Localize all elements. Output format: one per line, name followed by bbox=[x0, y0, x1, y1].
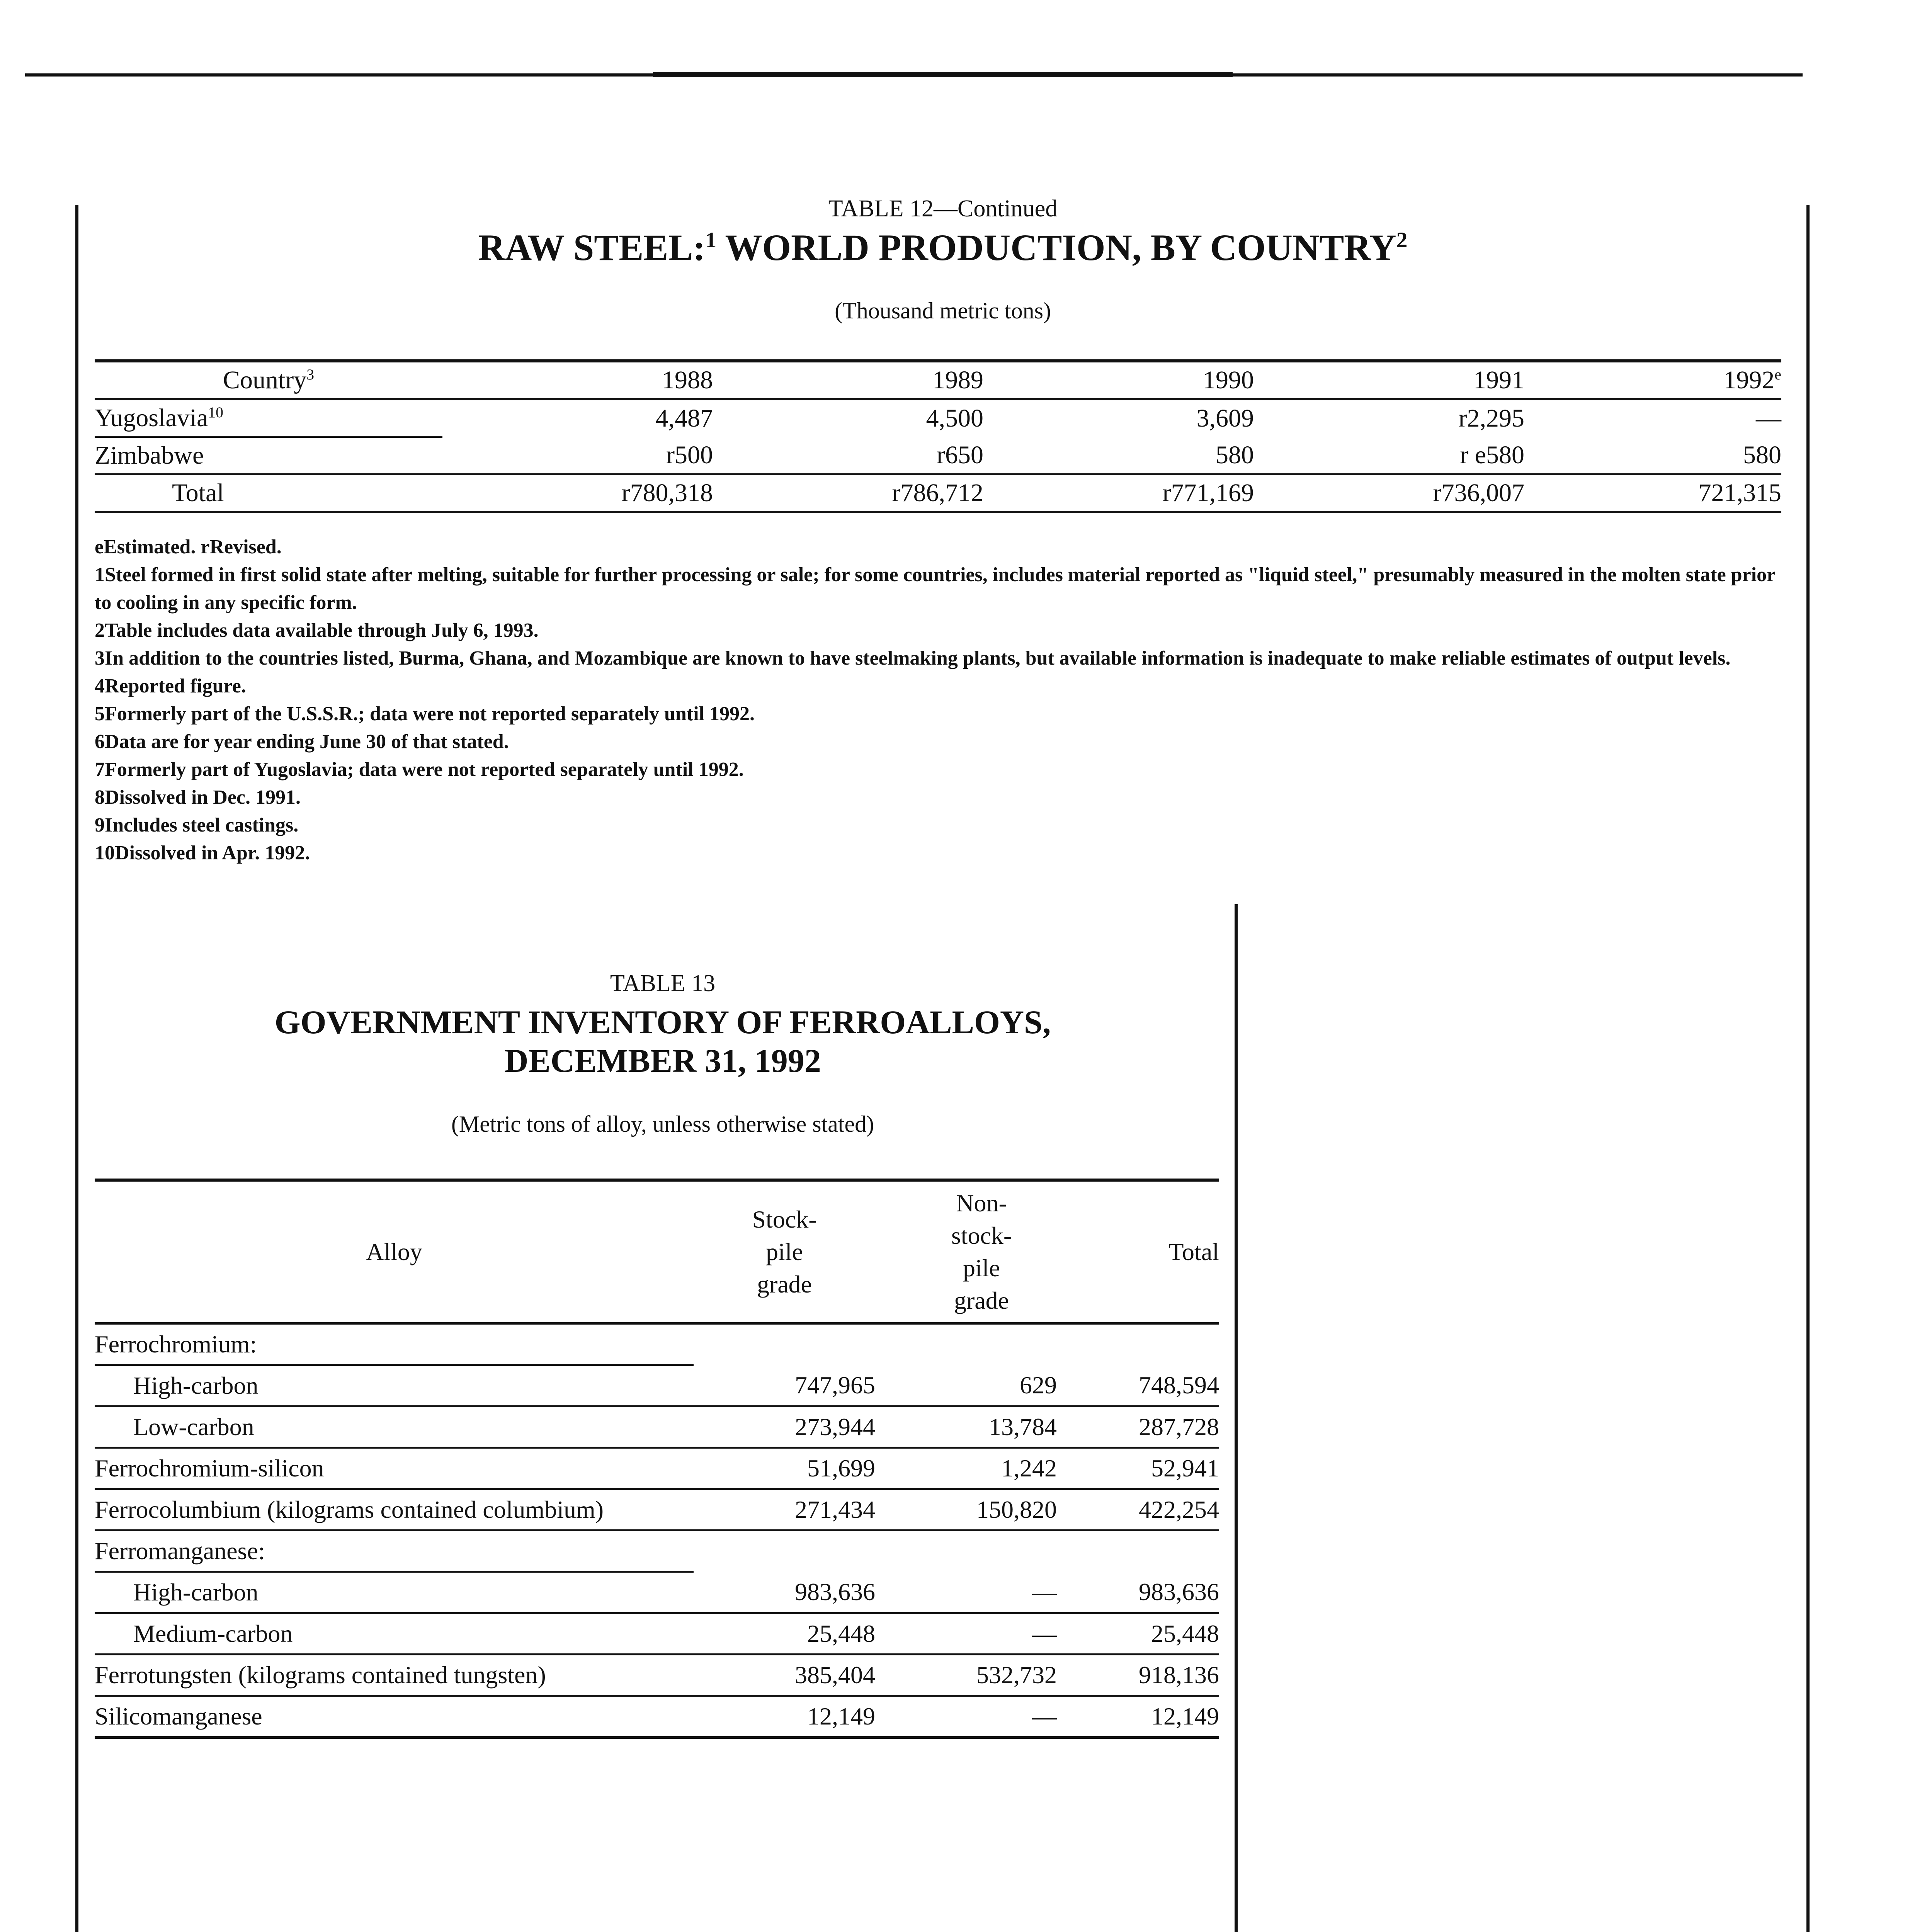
table13-title: GOVERNMENT INVENTORY OF FERROALLOYS, DECEMBER 31, 1992 bbox=[274, 1003, 1051, 1079]
country-cell: Zimbabwe bbox=[95, 437, 442, 474]
footnote: 4Reported figure. bbox=[95, 675, 246, 697]
top-rule-accent bbox=[653, 72, 1233, 77]
country-cell: Yugoslavia$^{10}$ bbox=[95, 399, 442, 437]
footnote: 8Dissolved in Dec. 1991. bbox=[95, 786, 301, 808]
table13 bbox=[95, 1179, 1219, 1739]
alloy-cell: Medium-carbon bbox=[95, 1613, 694, 1655]
table12-footnotes bbox=[95, 533, 1781, 867]
value-cell: r786,712 bbox=[713, 474, 983, 512]
nonstockpile-cell: 1,242 bbox=[875, 1448, 1057, 1489]
col-1990: 1990 bbox=[983, 361, 1254, 399]
total-cell bbox=[1057, 1531, 1219, 1572]
value-cell: 580 bbox=[983, 437, 1254, 474]
footnote: 2Table includes data available through July 6, 1993. bbox=[95, 619, 539, 641]
right-margin-line bbox=[1806, 205, 1810, 1932]
table-row-total bbox=[95, 474, 1781, 512]
stockpile-cell: 25,448 bbox=[694, 1613, 875, 1655]
table-row bbox=[95, 1489, 1219, 1531]
table12 bbox=[95, 359, 1781, 513]
table-row bbox=[95, 1365, 1219, 1406]
col-1991: 1991 bbox=[1254, 361, 1524, 399]
total-cell: 918,136 bbox=[1057, 1655, 1219, 1696]
stockpile-cell: 273,944 bbox=[694, 1406, 875, 1448]
stockpile-cell: 747,965 bbox=[694, 1365, 875, 1406]
nonstockpile-cell bbox=[875, 1323, 1057, 1365]
stockpile-cell: 12,149 bbox=[694, 1696, 875, 1738]
footnote: 3In addition to the countries listed, Burma, Ghana, and Mozambique are known to have steelmaking plants, but available information is inadequate to make reliable estimates of output levels. bbox=[95, 647, 1731, 669]
alloy-cell: Ferrocolumbium (kilograms contained columbium) bbox=[95, 1489, 694, 1531]
stockpile-cell: 385,404 bbox=[694, 1655, 875, 1696]
table12-header-row bbox=[95, 361, 1781, 399]
col-country: Country$^3$ bbox=[95, 361, 442, 399]
col-total: Total bbox=[1057, 1180, 1219, 1323]
alloy-cell: Silicomanganese bbox=[95, 1696, 694, 1738]
table-row bbox=[95, 1406, 1219, 1448]
alloy-cell: Ferrochromium-silicon bbox=[95, 1448, 694, 1489]
value-cell: r2,295 bbox=[1458, 404, 1524, 433]
nonstockpile-cell: — bbox=[875, 1696, 1057, 1738]
value-cell: r736,007 bbox=[1254, 474, 1524, 512]
table-row bbox=[95, 437, 1781, 474]
value-cell: r650 bbox=[713, 437, 983, 474]
alloy-cell: Ferrotungsten (kilograms contained tungsten) bbox=[95, 1655, 694, 1696]
table12-units: (Thousand metric tons) bbox=[835, 298, 1051, 323]
footnote: 9Includes steel castings. bbox=[95, 814, 299, 836]
stockpile-cell bbox=[694, 1531, 875, 1572]
stockpile-cell: 51,699 bbox=[694, 1448, 875, 1489]
col-stockpile-grade: Stock- pile grade bbox=[694, 1180, 875, 1323]
value-cell: r500 bbox=[442, 437, 713, 474]
alloy-cell: Low-carbon bbox=[95, 1406, 694, 1448]
table12-title: RAW STEEL:$^1$ WORLD PRODUCTION, BY COUNTRY$^2$ bbox=[478, 227, 1408, 268]
total-cell: 422,254 bbox=[1057, 1489, 1219, 1531]
footnote: 5Formerly part of the U.S.S.R.; data were not reported separately until 1992. bbox=[95, 703, 755, 725]
value-cell: 3,609 bbox=[1196, 404, 1254, 433]
value-cell: 580 bbox=[1524, 437, 1781, 474]
nonstockpile-cell bbox=[875, 1531, 1057, 1572]
total-cell: 287,728 bbox=[1057, 1406, 1219, 1448]
column-divider-line bbox=[1235, 904, 1238, 1932]
col-alloy: Alloy bbox=[95, 1180, 694, 1323]
value-cell: r780,318 bbox=[442, 474, 713, 512]
alloy-cell: High-carbon bbox=[95, 1572, 694, 1613]
value-cell: 721,315 bbox=[1524, 474, 1781, 512]
table12-label: TABLE 12—Continued bbox=[828, 196, 1058, 222]
col-nonstockpile-grade: Non- stock- pile grade bbox=[875, 1180, 1057, 1323]
stockpile-cell: 983,636 bbox=[694, 1572, 875, 1613]
total-cell: 25,448 bbox=[1057, 1613, 1219, 1655]
table-row bbox=[95, 399, 1781, 437]
col-1989: 1989 bbox=[713, 361, 983, 399]
total-cell: 52,941 bbox=[1057, 1448, 1219, 1489]
table13-header-row bbox=[95, 1180, 1219, 1323]
value-cell: — bbox=[1756, 404, 1781, 433]
value-cell: 4,487 bbox=[655, 404, 713, 433]
nonstockpile-cell: 629 bbox=[875, 1365, 1057, 1406]
stockpile-cell bbox=[694, 1323, 875, 1365]
nonstockpile-cell: 532,732 bbox=[875, 1655, 1057, 1696]
total-cell: 983,636 bbox=[1057, 1572, 1219, 1613]
nonstockpile-cell: — bbox=[875, 1572, 1057, 1613]
table13-label: TABLE 13 bbox=[610, 970, 716, 997]
alloy-cell: High-carbon bbox=[95, 1365, 694, 1406]
alloy-cell: Ferromanganese: bbox=[95, 1531, 694, 1572]
footnote: 6Data are for year ending June 30 of that stated. bbox=[95, 731, 509, 753]
footnote: eEstimated. rRevised. bbox=[95, 536, 282, 558]
value-cell: 4,500 bbox=[926, 404, 983, 433]
table-row bbox=[95, 1323, 1219, 1365]
value-cell: r771,169 bbox=[983, 474, 1254, 512]
footnote: 10Dissolved in Apr. 1992. bbox=[95, 842, 310, 864]
col-1988: 1988 bbox=[442, 361, 713, 399]
country-cell: Total bbox=[95, 474, 442, 512]
stockpile-cell: 271,434 bbox=[694, 1489, 875, 1531]
nonstockpile-cell: 150,820 bbox=[875, 1489, 1057, 1531]
table-row bbox=[95, 1696, 1219, 1738]
table-row bbox=[95, 1531, 1219, 1572]
col-1992: 1992e bbox=[1524, 361, 1781, 399]
total-cell bbox=[1057, 1323, 1219, 1365]
footnote: 7Formerly part of Yugoslavia; data were not reported separately until 1992. bbox=[95, 759, 744, 781]
nonstockpile-cell: — bbox=[875, 1613, 1057, 1655]
left-margin-line bbox=[75, 205, 78, 1932]
total-cell: 12,149 bbox=[1057, 1696, 1219, 1738]
table-row bbox=[95, 1572, 1219, 1613]
total-cell: 748,594 bbox=[1057, 1365, 1219, 1406]
table13-units: (Metric tons of alloy, unless otherwise stated) bbox=[451, 1111, 874, 1137]
table-row bbox=[95, 1448, 1219, 1489]
table-row bbox=[95, 1655, 1219, 1696]
nonstockpile-cell: 13,784 bbox=[875, 1406, 1057, 1448]
value-cell: r e580 bbox=[1254, 437, 1524, 474]
alloy-cell: Ferrochromium: bbox=[95, 1323, 694, 1365]
table-row bbox=[95, 1613, 1219, 1655]
footnote: 1Steel formed in first solid state after melting, suitable for further processing or sale; for some countries, includes material reported as "liquid steel," presumably measured in the molten state prior to cooling in any specific form. bbox=[95, 564, 1776, 614]
